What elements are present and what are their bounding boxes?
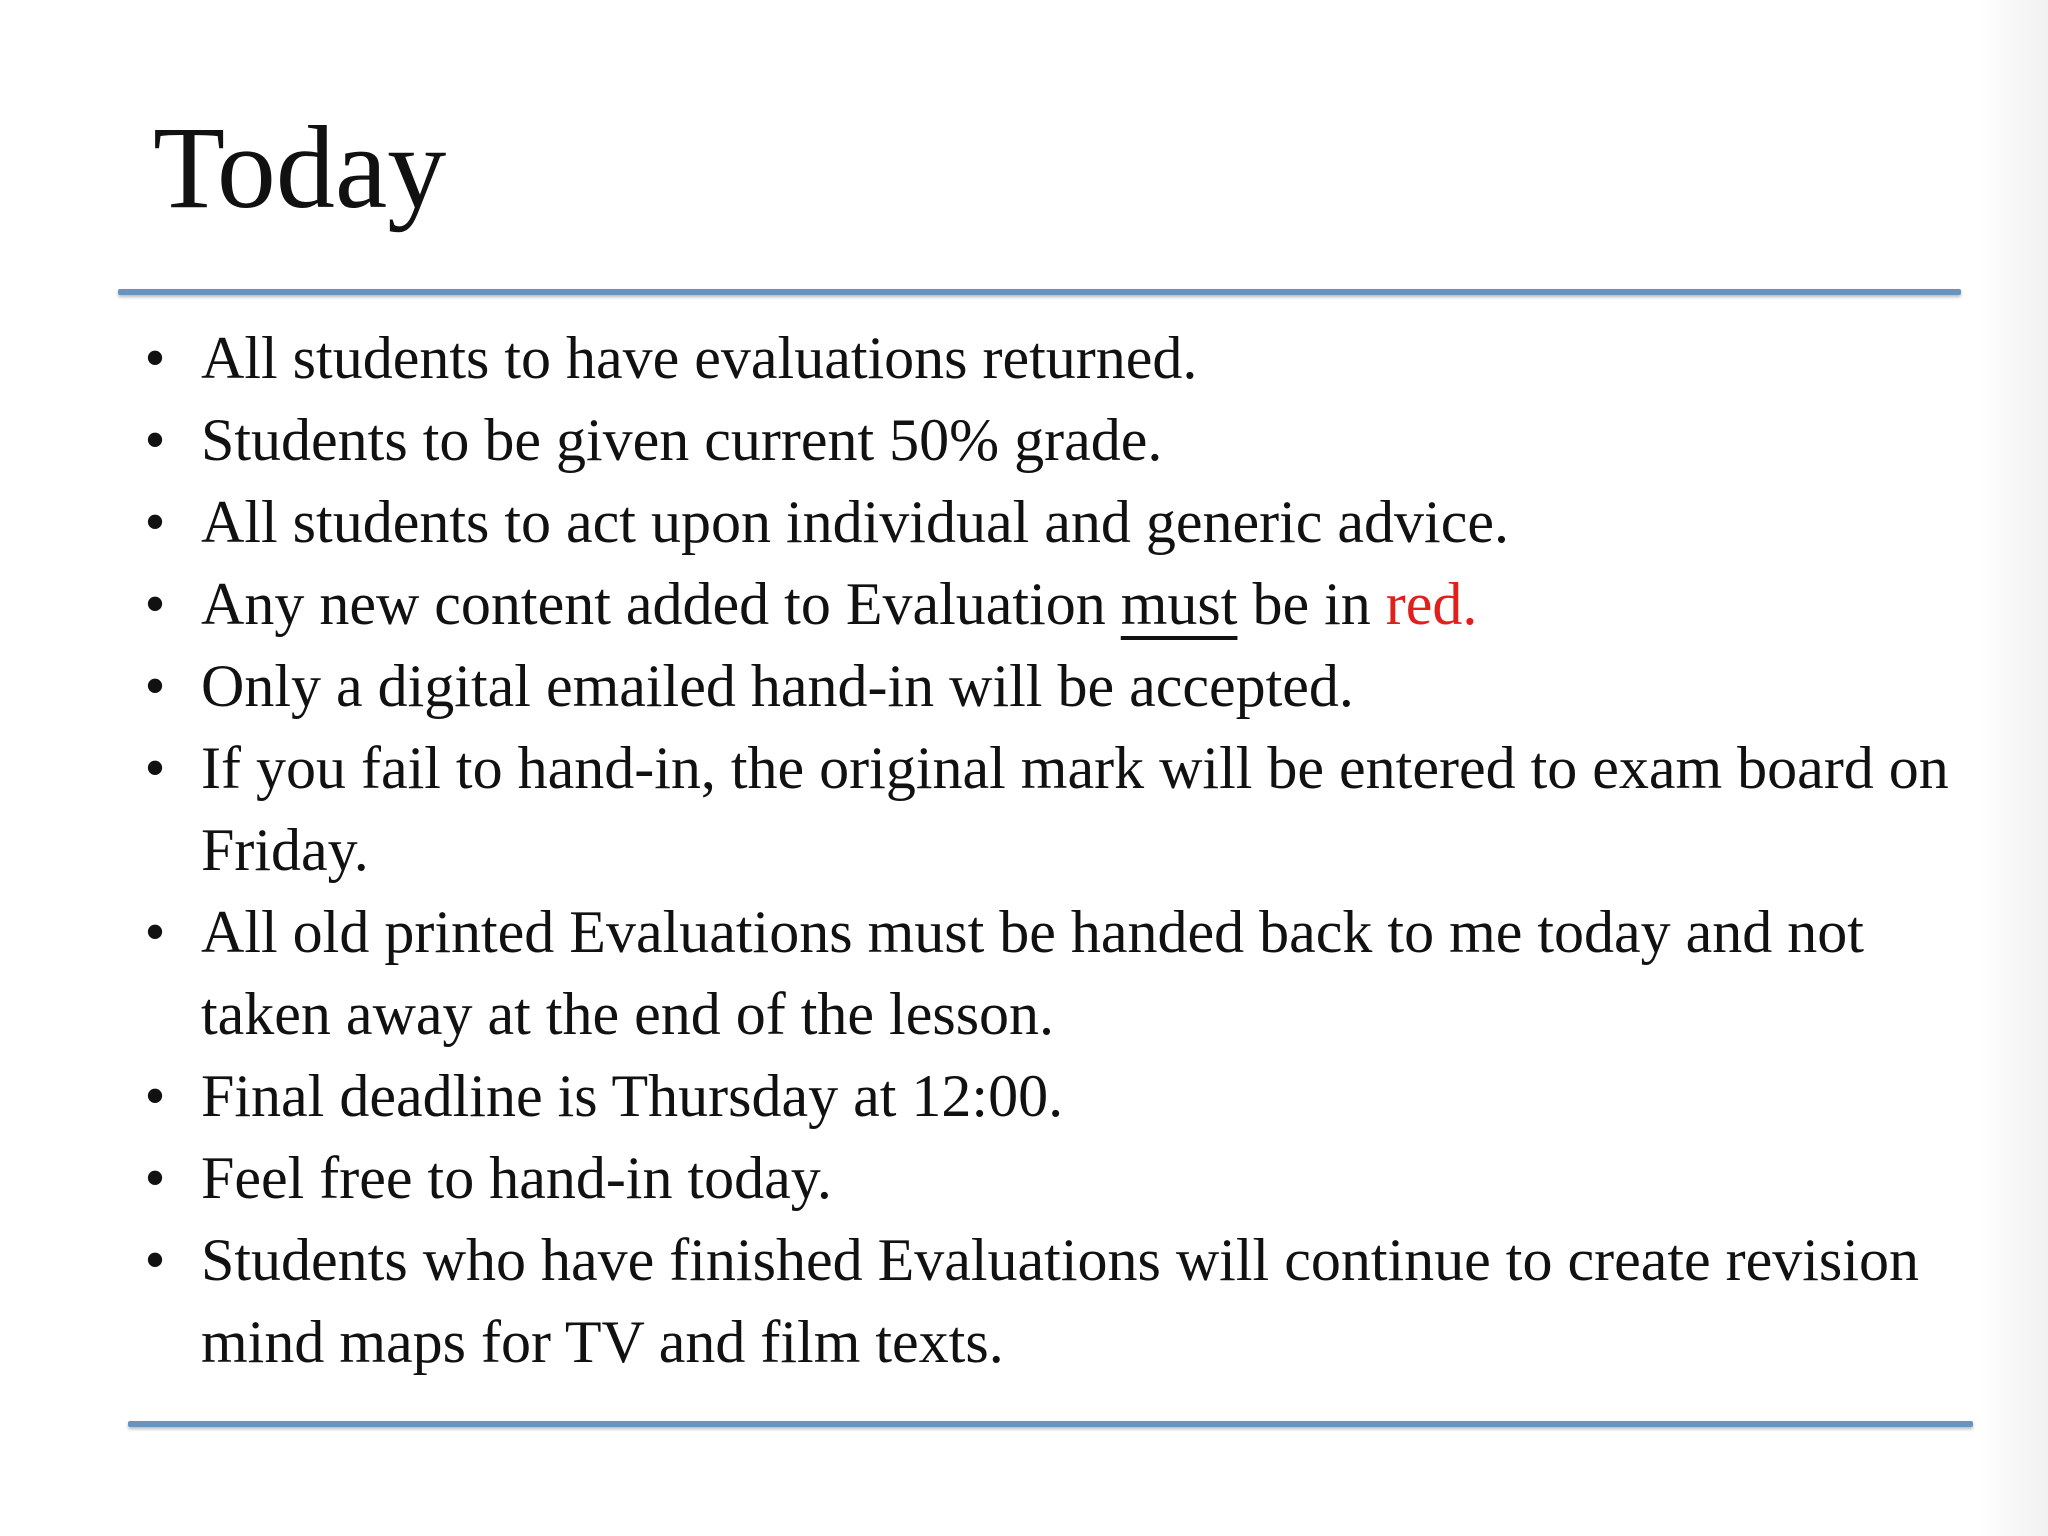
bullet-icon: •	[144, 1063, 166, 1129]
bullet-text: Students to be given current 50% grade.	[201, 407, 1163, 473]
bullet-icon: •	[144, 653, 166, 719]
bullet-icon: •	[144, 407, 166, 473]
bullet-icon: •	[144, 899, 166, 965]
bullet-icon: •	[144, 1227, 166, 1293]
bullet-text: If you fail to hand-in, the original mark will be entered to exam board on Friday.	[201, 735, 1949, 883]
underlined-emphasis: must	[1120, 571, 1238, 637]
bullet-text: Final deadline is Thursday at 12:00.	[201, 1063, 1064, 1129]
bullet-icon: •	[144, 489, 166, 555]
bullet-icon: •	[144, 735, 166, 801]
bullet-item	[140, 399, 1990, 481]
bottom-divider	[128, 1421, 1973, 1427]
bullet-item	[140, 645, 1990, 727]
slide-title: Today	[153, 102, 447, 233]
bullet-text-part: be in	[1237, 571, 1386, 637]
bullet-item	[140, 727, 1990, 891]
bullet-item	[140, 317, 1990, 399]
bullet-item	[140, 1055, 1990, 1137]
bullet-item	[140, 563, 1990, 645]
bullet-text: All students to have evaluations returned.	[201, 325, 1198, 391]
bullet-text: All old printed Evaluations must be handed back to me today and not taken away at the end of the lesson.	[201, 899, 1864, 1047]
bullet-icon: •	[144, 1145, 166, 1211]
bullet-item	[140, 1219, 1990, 1383]
red-highlight-text: red.	[1385, 571, 1478, 637]
bullet-text: Only a digital emailed hand-in will be accepted.	[201, 653, 1354, 719]
bullet-icon: •	[144, 571, 166, 637]
bullet-list	[140, 317, 1990, 1383]
bullet-text-part: Any new content added to Evaluation	[201, 571, 1121, 637]
bullet-icon: •	[144, 325, 166, 391]
bullet-text: All students to act upon individual and generic advice.	[201, 489, 1509, 555]
bullet-item	[140, 481, 1990, 563]
bullet-text: Students who have finished Evaluations will continue to create revision mind maps for TV and film texts.	[201, 1227, 1919, 1375]
bullet-item	[140, 1137, 1990, 1219]
bullet-text: Feel free to hand-in today.	[201, 1145, 832, 1211]
bullet-item	[140, 891, 1990, 1055]
title-divider	[118, 289, 1961, 295]
